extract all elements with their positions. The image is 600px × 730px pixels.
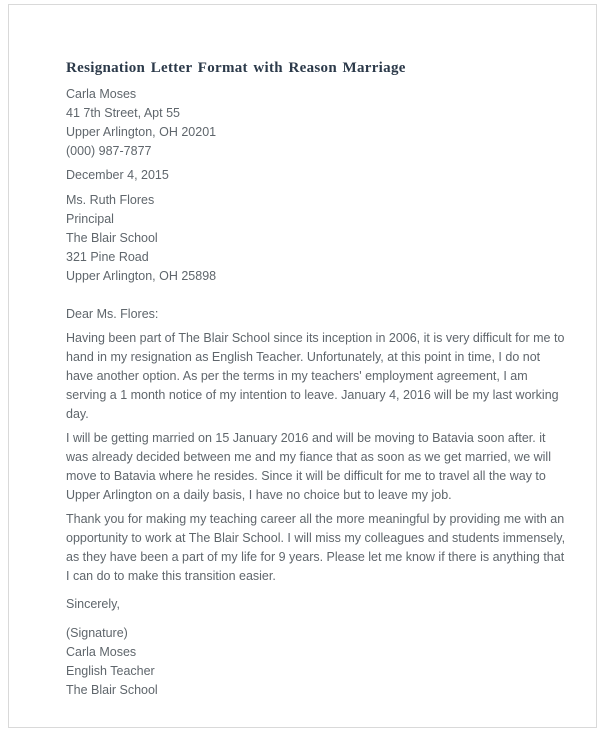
sender-phone: (000) 987-7877 (66, 144, 152, 158)
recipient-title: Principal (66, 212, 114, 226)
letter-title: Resignation Letter Format with Reason Marriage (66, 60, 406, 76)
sender-city-state-zip: Upper Arlington, OH 20201 (66, 125, 217, 139)
letter-content (9, 5, 595, 700)
signature-block (66, 624, 569, 700)
recipient-organization: The Blair School (66, 231, 158, 245)
recipient-street: 321 Pine Road (66, 250, 149, 264)
signature-job-title: English Teacher (66, 664, 155, 678)
body-paragraph-3: Thank you for making my teaching career all the more meaningful by providing me with an opportunity to work at The Blair School. I will miss my colleagues and students immensely, as they have been a part of my life for 9 years. Please let me know if there is anything that I can do to make this transition easier. (66, 512, 566, 583)
recipient-name: Ms. Ruth Flores (66, 193, 155, 207)
closing: Sincerely, (66, 597, 120, 611)
salutation: Dear Ms. Flores: (66, 307, 159, 321)
sender-address-block (66, 85, 569, 161)
sender-name: Carla Moses (66, 87, 137, 101)
body-paragraph-1: Having been part of The Blair School since its inception in 2006, it is very difficult for me to hand in my resignation as English Teacher. Unfortunately, at this point in time, I do not have another option. As per the terms in my teachers' employment agreement, I am serving a 1 month notice of my intention to leave. January 4, 2016 will be my last working day. (66, 331, 565, 421)
signature-name: Carla Moses (66, 645, 137, 659)
recipient-address-block (66, 191, 569, 286)
body-paragraph-2: I will be getting married on 15 January 2016 and will be moving to Batavia soon after. it was already decided between me and my fiance that as soon as we get married, we will move to Batavia where he resides. Since it will be difficult for me to travel all the way to Upper Arlington on a daily basis, I have no choice but to leave my job. (66, 431, 551, 502)
letter-page (8, 4, 597, 728)
signature-organization: The Blair School (66, 683, 158, 697)
sender-street: 41 7th Street, Apt 55 (66, 106, 180, 120)
letter-date: December 4, 2015 (66, 168, 169, 182)
recipient-city-state-zip: Upper Arlington, OH 25898 (66, 269, 217, 283)
signature-placeholder: (Signature) (66, 626, 128, 640)
